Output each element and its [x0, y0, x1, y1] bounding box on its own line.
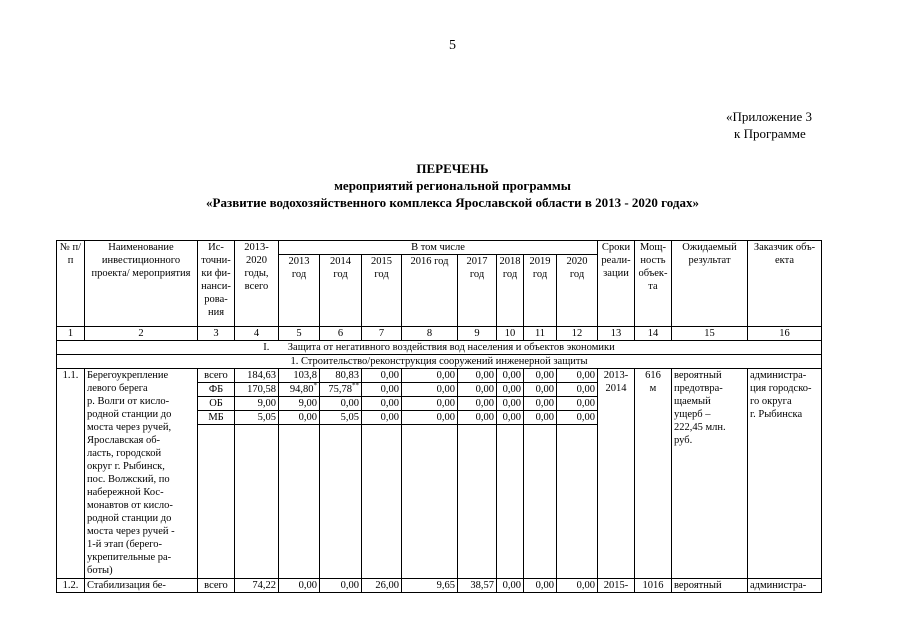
- year-value: 5,05: [320, 411, 362, 425]
- col-number: 1: [57, 327, 85, 341]
- col-number: 16: [748, 327, 822, 341]
- header-result: Ожидаемый результат: [672, 241, 748, 327]
- title-line-1: ПЕРЕЧЕНЬ: [416, 161, 489, 176]
- terms-line: 2014: [605, 383, 627, 394]
- object-capacity: 1016: [635, 579, 672, 593]
- year-value: 0,00: [557, 397, 598, 411]
- year-value: [279, 383, 320, 397]
- table-row: [57, 369, 822, 383]
- header-including: В том числе: [279, 241, 598, 255]
- customer-line: го округа: [750, 396, 792, 407]
- empty-cell: [497, 425, 524, 579]
- appendix-line-1: «Приложение 3: [726, 109, 813, 124]
- empty-cell: [362, 425, 402, 579]
- title-line-3: «Развитие водохозяйственного комплекса Ярославской области в 2013 - 2020 годах»: [206, 195, 699, 210]
- total-value: 5,05: [235, 411, 279, 425]
- year-value: 0,00: [458, 369, 497, 383]
- expected-result: [672, 369, 748, 579]
- header-source: Ис-точни-ки фи-нанси-рова-ния: [198, 241, 235, 327]
- project-name-line: округ г. Рыбинск,: [87, 461, 165, 472]
- col-number: 6: [320, 327, 362, 341]
- project-name-line: левого берега: [87, 383, 148, 394]
- total-value: 74,22: [235, 579, 279, 593]
- project-name-line: моста через ручей,: [87, 422, 172, 433]
- expected-result: вероятный: [672, 579, 748, 593]
- header-year-2015: 2015 год: [362, 255, 402, 327]
- header-year-2014: 2014 год: [320, 255, 362, 327]
- header-name: Наименование инвестиционного проекта/ мероприятия: [85, 241, 198, 327]
- year-value: 0,00: [557, 369, 598, 383]
- project-name: [85, 369, 198, 579]
- object-capacity: [635, 369, 672, 579]
- implementation-terms: 2015-: [598, 579, 635, 593]
- result-line: ущерб –: [674, 409, 711, 420]
- header-row-1: [57, 241, 822, 255]
- year-value: 0,00: [524, 579, 557, 593]
- result-line: руб.: [674, 435, 693, 446]
- appendix-note: [726, 108, 812, 142]
- year-value: 0,00: [362, 383, 402, 397]
- year-value-text: 75,78: [328, 384, 352, 395]
- page-number: 5: [449, 38, 456, 53]
- col-number: 14: [635, 327, 672, 341]
- funding-source: ОБ: [198, 397, 235, 411]
- col-number: 11: [524, 327, 557, 341]
- year-value: 80,83: [320, 369, 362, 383]
- empty-cell: [524, 425, 557, 579]
- project-name-line: родной станции до: [87, 513, 172, 524]
- project-name-line: р. Волги от кисло-: [87, 396, 170, 407]
- row-num: 1.1.: [57, 369, 85, 579]
- col-number: 7: [362, 327, 402, 341]
- customer-line: ция городско-: [750, 383, 812, 394]
- funding-source: всего: [198, 579, 235, 593]
- header-year-2020: 2020 год: [557, 255, 598, 327]
- year-value: 0,00: [402, 397, 458, 411]
- col-number: 4: [235, 327, 279, 341]
- year-value: [320, 383, 362, 397]
- title-line-2: мероприятий региональной программы: [334, 178, 571, 193]
- terms-line: 2013-: [603, 370, 629, 381]
- document-title: [0, 160, 905, 211]
- capacity-line: 616: [645, 370, 661, 381]
- header-capacity: Мощ-ность объек-та: [635, 241, 672, 327]
- header-total: 2013-2020 годы, всего: [235, 241, 279, 327]
- year-value: 0,00: [524, 397, 557, 411]
- header-year-2013: 2013 год: [279, 255, 320, 327]
- col-number: 5: [279, 327, 320, 341]
- year-value: 0,00: [402, 411, 458, 425]
- year-value: 0,00: [557, 411, 598, 425]
- year-value: 103,8: [279, 369, 320, 383]
- project-name-line: Берегоукрепление: [87, 370, 169, 381]
- funding-source: ФБ: [198, 383, 235, 397]
- col-number: 8: [402, 327, 458, 341]
- customer: администра-: [748, 579, 822, 593]
- appendix-line-2: к Программе: [734, 126, 806, 141]
- measures-table: [56, 240, 822, 593]
- year-value: 0,00: [524, 411, 557, 425]
- year-value: 0,00: [279, 411, 320, 425]
- year-value: 0,00: [458, 383, 497, 397]
- col-number: 2: [85, 327, 198, 341]
- funding-source: МБ: [198, 411, 235, 425]
- col-number: 9: [458, 327, 497, 341]
- year-value: 0,00: [362, 411, 402, 425]
- capacity-line: м: [649, 383, 657, 394]
- project-name-line: боты): [87, 565, 113, 576]
- year-value: 9,00: [279, 397, 320, 411]
- footnote-mark: **: [352, 382, 359, 390]
- year-value: 0,00: [402, 369, 458, 383]
- year-value: 0,00: [320, 579, 362, 593]
- year-value: 0,00: [524, 369, 557, 383]
- total-value: 170,58: [235, 383, 279, 397]
- col-number: 15: [672, 327, 748, 341]
- header-num: № п/п: [57, 241, 85, 327]
- table-row: [57, 579, 822, 593]
- year-value: 0,00: [497, 411, 524, 425]
- year-value: 0,00: [458, 411, 497, 425]
- year-value: 0,00: [362, 397, 402, 411]
- project-name-line: монавтов от кисло-: [87, 500, 173, 511]
- project-name: Стабилизация бе-: [85, 579, 198, 593]
- col-number: 13: [598, 327, 635, 341]
- year-value: 0,00: [557, 383, 598, 397]
- customer: [748, 369, 822, 579]
- result-line: вероятный: [674, 370, 722, 381]
- project-name-line: укрепительные ра-: [87, 552, 172, 563]
- header-year-2019: 2019 год: [524, 255, 557, 327]
- year-value: 38,57: [458, 579, 497, 593]
- total-value: 184,63: [235, 369, 279, 383]
- column-number-row: [57, 327, 822, 341]
- empty-cell: [198, 425, 235, 579]
- project-name-line: родной станции до: [87, 409, 172, 420]
- year-value: 0,00: [497, 383, 524, 397]
- year-value: 0,00: [557, 579, 598, 593]
- implementation-terms: [598, 369, 635, 579]
- year-value: 0,00: [402, 383, 458, 397]
- result-line: предотвра-: [674, 383, 723, 394]
- year-value: 26,00: [362, 579, 402, 593]
- result-line: 222,45 млн.: [674, 422, 726, 433]
- customer-line: администра-: [750, 370, 807, 381]
- header-terms: Сроки реали-зации: [598, 241, 635, 327]
- subsection-heading: 1. Строительство/реконструкция сооружений инженерной защиты: [57, 355, 822, 369]
- year-value: 0,00: [524, 383, 557, 397]
- year-value: 0,00: [320, 397, 362, 411]
- section-row: [57, 341, 822, 355]
- year-value: 0,00: [497, 579, 524, 593]
- project-name-line: пос. Волжский, по: [87, 474, 170, 485]
- empty-cell: [235, 425, 279, 579]
- subsection-row: [57, 355, 822, 369]
- total-value: 9,00: [235, 397, 279, 411]
- project-name-line: Ярославская об-: [87, 435, 161, 446]
- empty-cell: [557, 425, 598, 579]
- col-number: 12: [557, 327, 598, 341]
- year-value-text: 94,80: [289, 384, 314, 395]
- year-value: 0,00: [362, 369, 402, 383]
- row-num: 1.2.: [57, 579, 85, 593]
- year-value: 0,00: [497, 369, 524, 383]
- project-name-line: моста через ручей -: [87, 526, 175, 537]
- year-value: 9,65: [402, 579, 458, 593]
- col-number: 3: [198, 327, 235, 341]
- header-customer: Заказчик объ-екта: [748, 241, 822, 327]
- col-number: 10: [497, 327, 524, 341]
- year-value: 0,00: [279, 579, 320, 593]
- empty-cell: [320, 425, 362, 579]
- result-line: щаемый: [674, 396, 711, 407]
- funding-source: всего: [198, 369, 235, 383]
- empty-cell: [279, 425, 320, 579]
- empty-cell: [402, 425, 458, 579]
- section-heading: I. Защита от негативного воздействия вод населения и объектов экономики: [57, 341, 822, 355]
- header-year-2017: 2017 год: [458, 255, 497, 327]
- year-value: 0,00: [497, 397, 524, 411]
- year-value: 0,00: [458, 397, 497, 411]
- project-name-line: 1-й этап (берего-: [87, 539, 163, 550]
- customer-line: г. Рыбинска: [750, 409, 803, 420]
- empty-cell: [458, 425, 497, 579]
- project-name-line: ласть, городской: [87, 448, 162, 459]
- footnote-mark: *: [313, 382, 317, 390]
- header-year-2016: 2016 год: [402, 255, 458, 327]
- header-year-2018: 2018 год: [497, 255, 524, 327]
- project-name-line: набережной Кос-: [87, 487, 164, 498]
